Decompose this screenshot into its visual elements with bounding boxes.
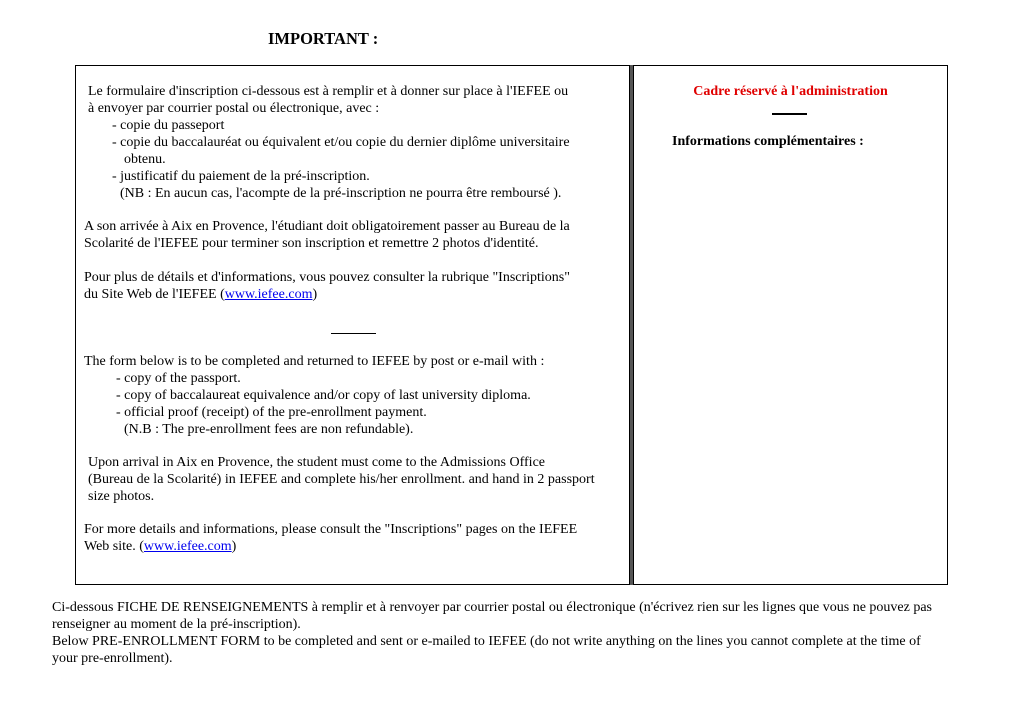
fr-item-nb: (NB : En aucun cas, l'acompte de la pré-inscription ne pourra être remboursé ). [120,186,562,201]
en-arrival-line-2: (Bureau de la Scolarité) in IEFEE and complete his/her enrollment. and hand in 2 passport [88,472,595,487]
en-item-bac: - copy of baccalaureat equivalence and/or copy of last university diploma. [116,388,531,403]
en-website-link[interactable]: www.iefee.com [143,539,232,554]
footer-en-line-1: Below PRE-ENROLLMENT FORM to be completed and sent or e-mailed to IEFEE (do not write anything on the lines you cannot complete at the time of [52,634,921,649]
footer-fr-line-1: Ci-dessous FICHE DE RENSEIGNEMENTS à remplir et à renvoyer par courrier postal ou électronique (n'écrivez rien sur les lignes que vous ne pouvez pas [52,600,933,615]
en-intro-line: The form below is to be completed and returned to IEFEE by post or e-mail with : [84,354,545,369]
fr-details-suffix: ) [312,287,318,302]
fr-item-bac-cont: obtenu. [124,152,166,167]
footer-en-line-2: your pre-enrollment). [52,651,173,666]
en-details-suffix: ) [231,539,237,554]
en-arrival-line-1: Upon arrival in Aix en Provence, the student must come to the Admissions Office [88,455,545,470]
page-title: IMPORTANT : [268,29,379,48]
fr-item-payment: - justificatif du paiement de la pré-inscription. [112,169,370,184]
en-item-passport: - copy of the passport. [116,371,241,386]
fr-arrival-line-1: A son arrivée à Aix en Provence, l'étudiant doit obligatoirement passer au Bureau de la [84,219,570,234]
fr-website-link[interactable]: www.iefee.com [224,287,313,302]
en-arrival-line-3: size photos. [88,489,155,504]
en-item-nb: (N.B : The pre-enrollment fees are non refundable). [124,422,414,437]
fr-details-line-2 [84,286,317,303]
fr-details-line-1: Pour plus de détails et d'informations, vous pouvez consulter la rubrique "Inscriptions" [84,270,570,285]
additional-info-label: Informations complémentaires : [672,134,864,149]
en-details-line-1: For more details and informations, please consult the "Inscriptions" pages on the IEFEE [84,522,578,537]
admin-title-underline [772,113,807,115]
fr-arrival-line-2: Scolarité de l'IEFEE pour terminer son inscription et remettre 2 photos d'identité. [84,236,539,251]
admin-title: Cadre réservé à l'administration [693,84,888,99]
fr-item-passport: - copie du passeport [112,118,225,133]
footer-fr-line-2: renseigner au moment de la pré-inscription). [52,617,301,632]
en-details-prefix: Web site. ( [84,539,144,554]
fr-item-bac: - copie du baccalauréat ou équivalent et/ou copie du dernier diplôme universitaire [112,135,570,150]
section-divider [331,333,376,334]
fr-intro-line-1: Le formulaire d'inscription ci-dessous est à remplir et à donner sur place à l'IEFEE ou [88,84,569,99]
fr-details-prefix: du Site Web de l'IEFEE ( [84,287,225,302]
en-item-payment: - official proof (receipt) of the pre-enrollment payment. [116,405,427,420]
fr-intro-line-2: à envoyer par courrier postal ou électronique, avec : [88,101,380,116]
en-details-line-2 [84,538,236,555]
